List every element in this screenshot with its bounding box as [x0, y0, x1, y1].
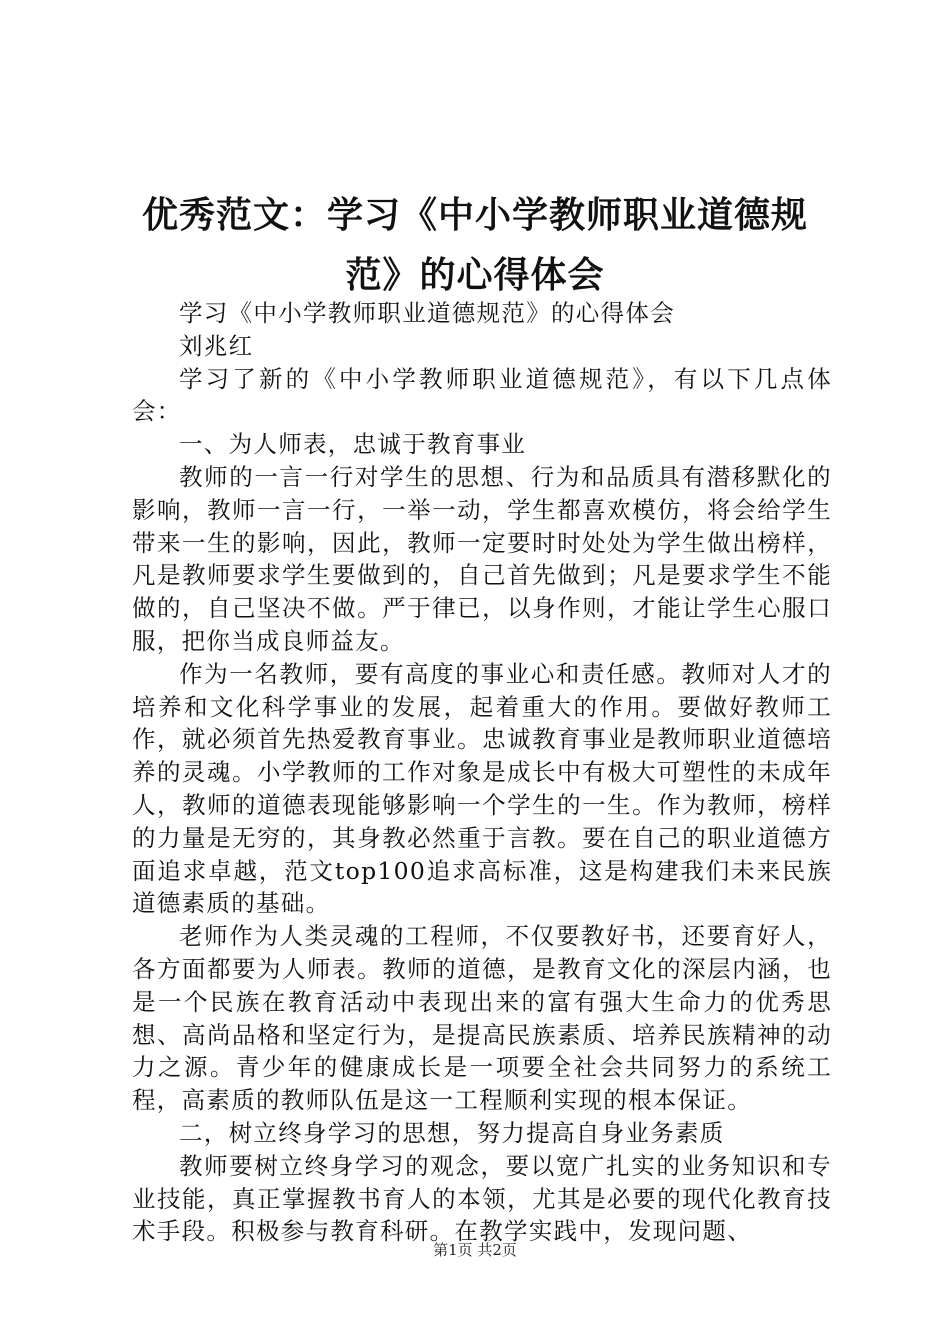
author-paragraph: 刘兆红	[179, 331, 254, 360]
document-body	[132, 297, 832, 1248]
document-title: 优秀范文：学习《中小学教师职业道德规范》的心得体会	[141, 195, 808, 296]
intro-paragraph: 学习了新的《中小学教师职业道德规范》，有以下几点体会：	[132, 364, 832, 426]
body-paragraph: 教师的一言一行对学生的思想、行为和品质具有潜移默化的影响，教师一言一行，一举一动，学生都喜欢模仿，将会给学生带来一生的影响，因此，教师一定要时时处处为学生做出榜样，凡是教师要求学生要做到的，自己首先做到；凡是要求学生不能做的，自己坚决不做。严于律已，以身作则，才能让学生心服口服，把你当成良师益友。	[132, 462, 832, 655]
section-heading-1: 一、为人师表，忠诚于教育事业	[179, 430, 527, 459]
body-paragraph: 老师作为人类灵魂的工程师，不仅要教好书，还要育好人，各方面都要为人师表。教师的道德，是教育文化的深层内涵，也是一个民族在教育活动中表现出来的富有强大生命力的优秀思想、高尚品格和坚定行为，是提高民族素质、培养民族精神的动力之源。青少年的健康成长是一项要全社会共同努力的系统工程，高素质的教师队伍是这一工程顺利实现的根本保证。	[132, 922, 832, 1115]
subtitle-paragraph: 学习《中小学教师职业道德规范》的心得体会	[179, 299, 675, 327]
page-number-footer: 第1页 共2页	[433, 1241, 517, 1259]
section-heading-2: 二，树立终身学习的思想，努力提高自身业务素质	[179, 1118, 725, 1147]
body-paragraph: 教师要树立终身学习的观念，要以宽广扎实的业务知识和专业技能，真正掌握教书育人的本领，尤其是必要的现代化教育技术手段。积极参与教育科研。在教学实践中，发现问题、	[132, 1151, 832, 1246]
body-paragraph: 作为一名教师，要有高度的事业心和责任感。教师对人才的培养和文化科学事业的发展，起着重大的作用。要做好教师工作，就必须首先热爱教育事业。忠诚教育事业是教师职业道德培养的灵魂。小学教师的工作对象是成长中有极大可塑性的未成年人，教师的道德表现能够影响一个学生的一生。作为教师，榜样的力量是无穷的，其身教必然重于言教。要在自己的职业道德方面追求卓越，范文top100追求高标准，这是构建我们未来民族道德素质的基础。	[132, 659, 832, 918]
